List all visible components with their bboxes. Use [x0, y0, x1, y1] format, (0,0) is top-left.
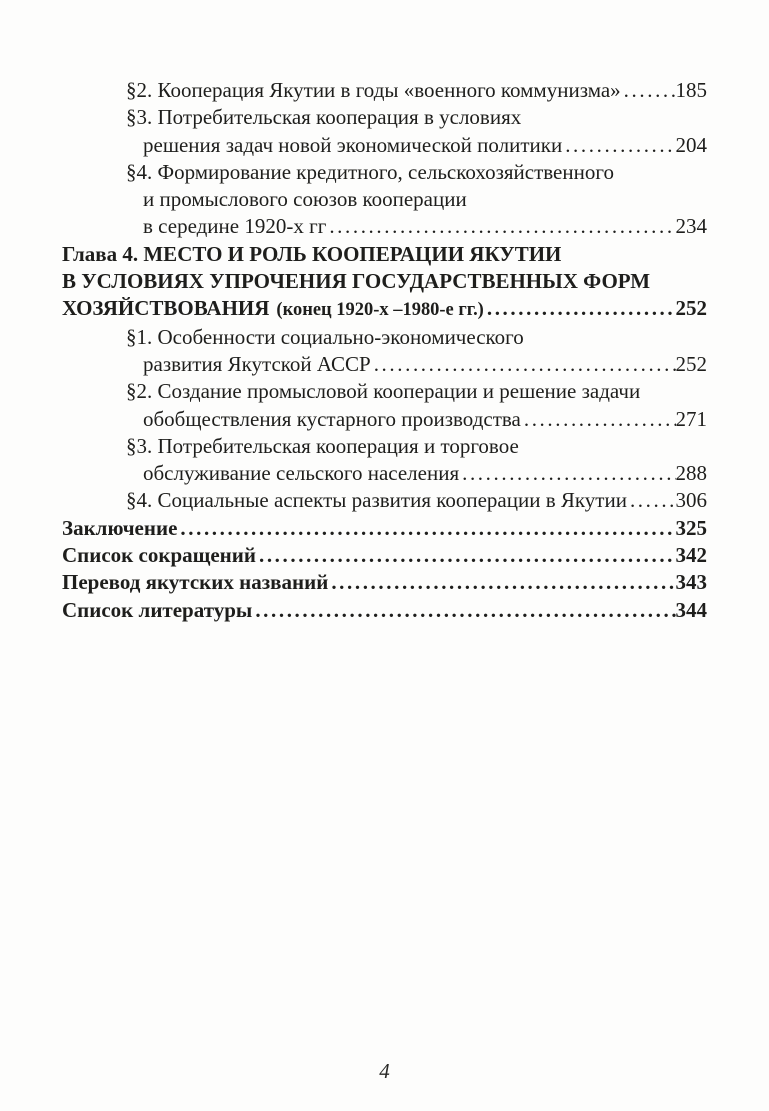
toc-entry-text: §4. Формирование кредитного, сельскохозяйственного: [126, 159, 614, 184]
dot-leader: [177, 515, 675, 542]
toc-entry-text: Перевод якутских названий: [62, 570, 329, 595]
toc-entry-text: развития Якутской АССР: [143, 351, 371, 376]
toc-chapter-heading: [62, 295, 707, 323]
toc-entry: [62, 159, 707, 186]
dot-leader: [621, 77, 676, 104]
dot-leader: [328, 569, 675, 596]
toc-entry-text: и промыслового союзов кооперации: [143, 187, 467, 212]
toc-entry-text: Заключение: [62, 515, 178, 540]
toc-entry: [62, 324, 707, 351]
toc-entry-text: обобществления кустарного производства: [143, 406, 521, 431]
toc-page-number: 306: [675, 488, 707, 513]
toc-entry-text: Список сокращений: [62, 543, 256, 568]
toc-chapter-text: ХОЗЯЙСТВОВАНИЯ: [62, 296, 270, 321]
toc-entry-text: в середине 1920-х гг: [143, 214, 327, 239]
toc-entry-continuation: [62, 186, 707, 213]
dot-leader: [459, 460, 675, 487]
toc-chapter-text: Глава 4. МЕСТО И РОЛЬ КООПЕРАЦИИ ЯКУТИИ: [62, 241, 562, 266]
dot-leader: [484, 295, 676, 322]
toc-page-number: 252: [675, 351, 707, 376]
toc-entry-text: Список литературы: [62, 597, 253, 622]
toc-page-number: 288: [675, 461, 707, 486]
dot-leader: [252, 597, 675, 624]
page-number: 4: [379, 1059, 390, 1083]
toc-page-number: 252: [675, 296, 707, 321]
toc-page-number: 271: [675, 406, 707, 431]
toc-entry-text: §3. Потребительская кооперация и торговое: [126, 433, 519, 458]
toc-page-number: 343: [675, 570, 707, 595]
toc-entry-text: §3. Потребительская кооперация в условиях: [126, 105, 522, 130]
toc-entry-text: §1. Особенности социально-экономического: [126, 324, 524, 349]
toc-entry-continuation: [62, 460, 707, 487]
toc-entry-continuation: [62, 406, 707, 433]
toc-entry: [62, 104, 707, 131]
toc-entry: [62, 433, 707, 460]
toc-entry-text: решения задач новой экономической политики: [143, 132, 563, 157]
toc-chapter-subtitle: (конец 1920-х –1980-е гг.): [276, 299, 484, 320]
toc-entry-text: §2. Кооперация Якутии в годы «военного коммунизма»: [126, 78, 621, 102]
toc-chapter-text: В УСЛОВИЯХ УПРОЧЕНИЯ ГОСУДАРСТВЕННЫХ ФОРМ: [62, 269, 651, 294]
table-of-contents: [62, 77, 707, 624]
toc-backmatter-entry: [62, 515, 707, 542]
toc-entry-continuation: [62, 351, 707, 378]
toc-page-number: 325: [675, 515, 707, 540]
dot-leader: [627, 487, 676, 514]
toc-page-number: 342: [675, 543, 707, 568]
toc-page-number: 204: [675, 132, 707, 157]
dot-leader: [326, 213, 675, 240]
dot-leader: [521, 406, 676, 433]
toc-chapter-heading: [62, 268, 707, 295]
toc-chapter-heading: [62, 241, 707, 268]
toc-entry-continuation: [62, 213, 707, 240]
toc-entry-continuation: [62, 132, 707, 159]
toc-backmatter-entry: [62, 569, 707, 596]
toc-page-number: 185: [675, 78, 707, 102]
toc-entry: [62, 487, 707, 514]
toc-page-number: 234: [675, 214, 707, 239]
toc-entry-text: §2. Создание промысловой кооперации и решение задачи: [126, 379, 641, 404]
toc-page-number: 344: [675, 597, 707, 622]
toc-entry-text: обслуживание сельского населения: [143, 461, 460, 486]
toc-entry: [62, 77, 707, 104]
dot-leader: [371, 351, 676, 378]
toc-entry-text: §4. Социальные аспекты развития кооперации в Якутии: [126, 488, 627, 513]
dot-leader: [562, 132, 675, 159]
toc-backmatter-entry: [62, 542, 707, 569]
toc-entry: [62, 378, 707, 405]
dot-leader: [256, 542, 676, 569]
toc-backmatter-entry: [62, 597, 707, 624]
